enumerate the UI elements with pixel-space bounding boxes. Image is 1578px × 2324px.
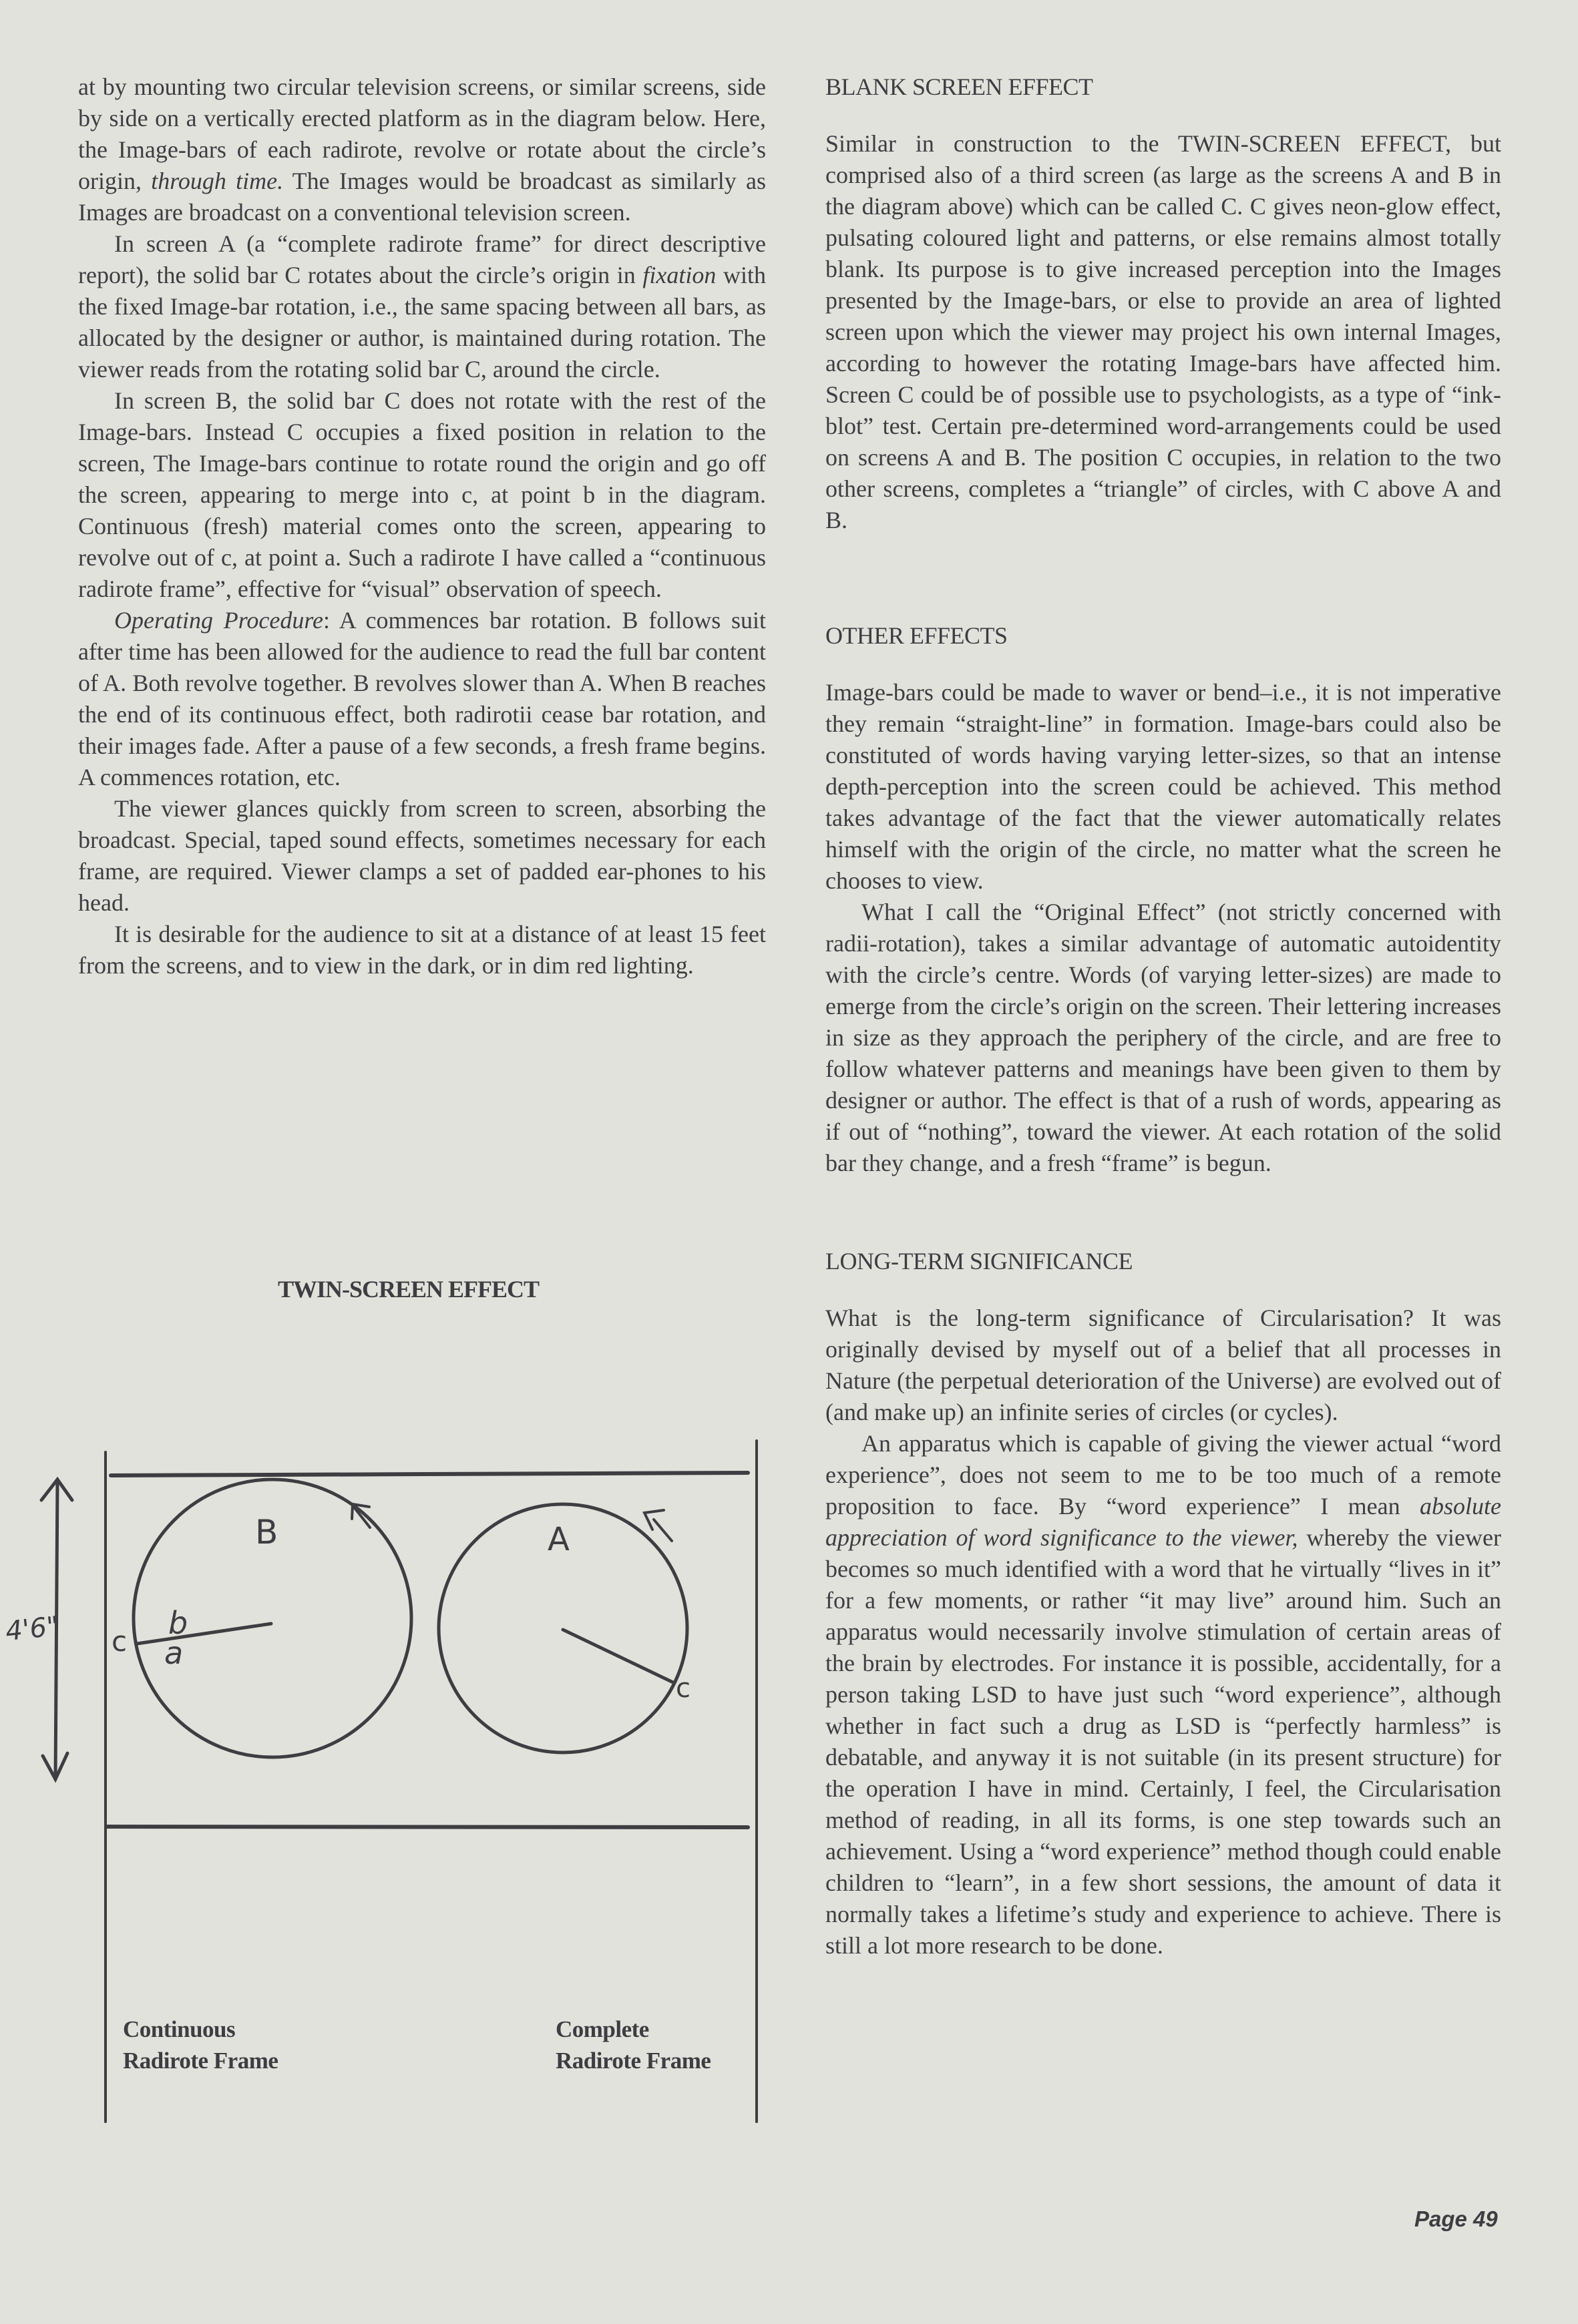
paragraph-circularisation (825, 1303, 1501, 1428)
paragraph-blank-screen (825, 128, 1501, 536)
paragraph-operating-procedure (78, 605, 766, 793)
height-label: 4'6" (3, 1611, 61, 1648)
paragraph-word-experience (825, 1428, 1501, 1961)
section-heading-long-term-significance: LONG-TERM SIGNIFICANCE (825, 1248, 1133, 1274)
paragraph-distance (78, 919, 766, 981)
text-run: Image-bars could be made to waver or bend–i.e., it is not imperative they remain “straight-line” in formation. Image-bars could also be constituted of words having varying letter-sizes, so that an intense depth-perception into the screen could be achieved. This method takes advantage of the fact that the viewer automatically relates himself with the origin of the circle, no matter what the screen he chooses to view. (825, 679, 1501, 894)
screen-b-point-a-label: a (164, 1635, 184, 1671)
text-run: at by mounting two circular television screens, or similar screens, side by side on a vertically erected platform as in the diagram below. Here, the Image-bars of each radirote, revolve or rotate about the circle’s origin, (78, 73, 766, 194)
paragraph-original-effect (825, 897, 1501, 1179)
screen-a-rotation-arrow-shaft (654, 1520, 672, 1541)
text-run: What is the long-term significance of Circularisation? It was originally devised by myself out of a belief that all processes in Nature (the perpetual deterioration of the Universe) are evolved out of (and make up) an infinite series of circles (or cycles). (825, 1305, 1501, 1425)
section-heading-other-effects: OTHER EFFECTS (825, 622, 1008, 649)
paragraph-screen-b (78, 385, 766, 605)
screen-a-bar-label: c (676, 1673, 691, 1704)
text-run: In screen A (a “complete radirote frame” for direct descriptive report), the solid bar C rotates about the circle’s origin in (78, 230, 766, 288)
right-column (825, 71, 1501, 1961)
screen-b-label: B (255, 1513, 278, 1552)
paragraph-viewer (78, 793, 766, 919)
screen-a-label: A (548, 1521, 570, 1558)
emphasis-text: fixation (642, 262, 717, 288)
caption-left-line-2: Radirote Frame (123, 2048, 278, 2074)
text-run: The Images would be broadcast as similarly as Images are broadcast on a conventional television screen. (78, 168, 766, 226)
caption-left-line-1: Continuous (123, 2016, 236, 2042)
twin-screen-diagram (0, 1329, 788, 2130)
text-run: An apparatus which is capable of giving the viewer actual “word experience”, does not seem to me to be too much of a remote proposition to face. By “word experience” I mean (825, 1430, 1501, 1520)
screen-b-point-b-label: b (168, 1605, 188, 1641)
text-run: What I call the “Original Effect” (not strictly concerned with radii-rotation), takes a similar advantage of automatic autoidentity with the circle’s centre. Words (of varying letter-sizes) are made to emerge from the circle’s origin on the screen. Their lettering increases in size as they approach the periphery of the circle, and are free to follow whatever patterns and meanings have been given to them by designer or author. The effect is that of a rush of words, appearing as if out of “nothing”, toward the viewer. At each rotation of the solid bar they change, and a fresh “frame” is begun. (825, 899, 1501, 1176)
emphasis-text: Operating Procedure (114, 607, 323, 634)
caption-right-line-1: Complete (556, 2016, 649, 2042)
text-run: In screen B, the solid bar C does not rotate with the rest of the Image-bars. Instead C occupies a fixed position in relation to the screen, The Image-bars continue to rotate round the origin and go off the screen, appearing to merge into c, at point b in the diagram. Continuous (fresh) material comes onto the screen, appearing to revolve out of c, at point a. Such a radirote I have called a “continuous radirote frame”, effective for “visual” observation of speech. (78, 387, 766, 602)
section-heading-blank-screen-effect: BLANK SCREEN EFFECT (825, 73, 1093, 100)
caption-continuous-radirote-frame (123, 2014, 278, 2076)
left-column (78, 71, 766, 981)
paragraph-screen-a (78, 228, 766, 385)
caption-right-line-2: Radirote Frame (556, 2048, 711, 2074)
paragraph-image-bars (825, 677, 1501, 897)
text-run: whereby the viewer becomes so much identified with a word that he virtually “lives in it” for a few moments, or rather “it may live” around him. Such an apparatus would necessarily involve stimulation of certain areas of the brain by electrodes. For instance it is possible, accidentally, for a person taking LSD to have just such “word experience”, although whether in fact such a drug as LSD is “perfectly harmless” is debatable, and anyway it is not suitable (in its present structure) for the operation I have in mind. Certainly, I feel, the Circularisation method of reading, in all its forms, is one step towards such an achievement. Using a “word experience” method though could enable children to “learn”, in a few short sessions, the amount of data it normally takes a lifetime’s study and experience to achieve. There is still a lot more research to be done. (825, 1524, 1501, 1959)
text-run: It is desirable for the audience to sit at a distance of at least 15 feet from the screens, and to view in the dark, or in dim red lighting. (78, 921, 766, 979)
screen-b-solid-bar (137, 1624, 271, 1644)
screen-a-solid-bar (563, 1630, 673, 1682)
text-run: : A commences bar rotation. B follows suit after time has been allowed for the audience to read the full bar content of A. Both revolve together. B revolves slower than A. When B reaches the end of its continuous effect, both radirotii cease bar rotation, and their images fade. After a pause of a few seconds, a fresh frame begins. A commences rotation, etc. (78, 607, 767, 790)
platform-top-line (111, 1473, 748, 1475)
text-run: with the fixed Image-bar rotation, i.e., the same spacing between all bars, as allocated by the designer or author, is maintained during rotation. The viewer reads from the rotating solid bar C, around the circle. (78, 262, 766, 383)
screen-b-bar-label: c (112, 1625, 128, 1658)
emphasis-text: absolute appreciation of word significance to the viewer, (825, 1493, 1501, 1551)
text-run: Similar in construction to the TWIN-SCREEN EFFECT, but comprised also of a third screen (as large as the screens A and B in the diagram above) which can be called C. C gives neon-glow effect, pulsating coloured light and patterns, or else remains almost totally blank. Its purpose is to give increased perception into the Images presented by the Image-bars, or else to provide an area of lighted screen upon which the viewer may project his own internal Images, according to however the rotating Image-bars have affected him. Screen C could be of possible use to psychologists, as a type of “ink-blot” test. Certain pre-determined word-arrangements could be used on screens A and B. The position C occupies, in relation to the two other screens, completes a “triangle” of circles, with C above A and B. (825, 130, 1501, 533)
text-run: The viewer glances quickly from screen to screen, absorbing the broadcast. Special, taped sound effects, sometimes necessary for each frame, are required. Viewer clamps a set of padded ear-phones to his head. (78, 795, 766, 916)
paragraph-intro (78, 71, 766, 228)
emphasis-text: through time. (151, 168, 284, 194)
caption-complete-radirote-frame (556, 2014, 711, 2076)
diagram-title: TWIN-SCREEN EFFECT (278, 1276, 540, 1303)
page-number: Page 49 (1414, 2206, 1498, 2231)
